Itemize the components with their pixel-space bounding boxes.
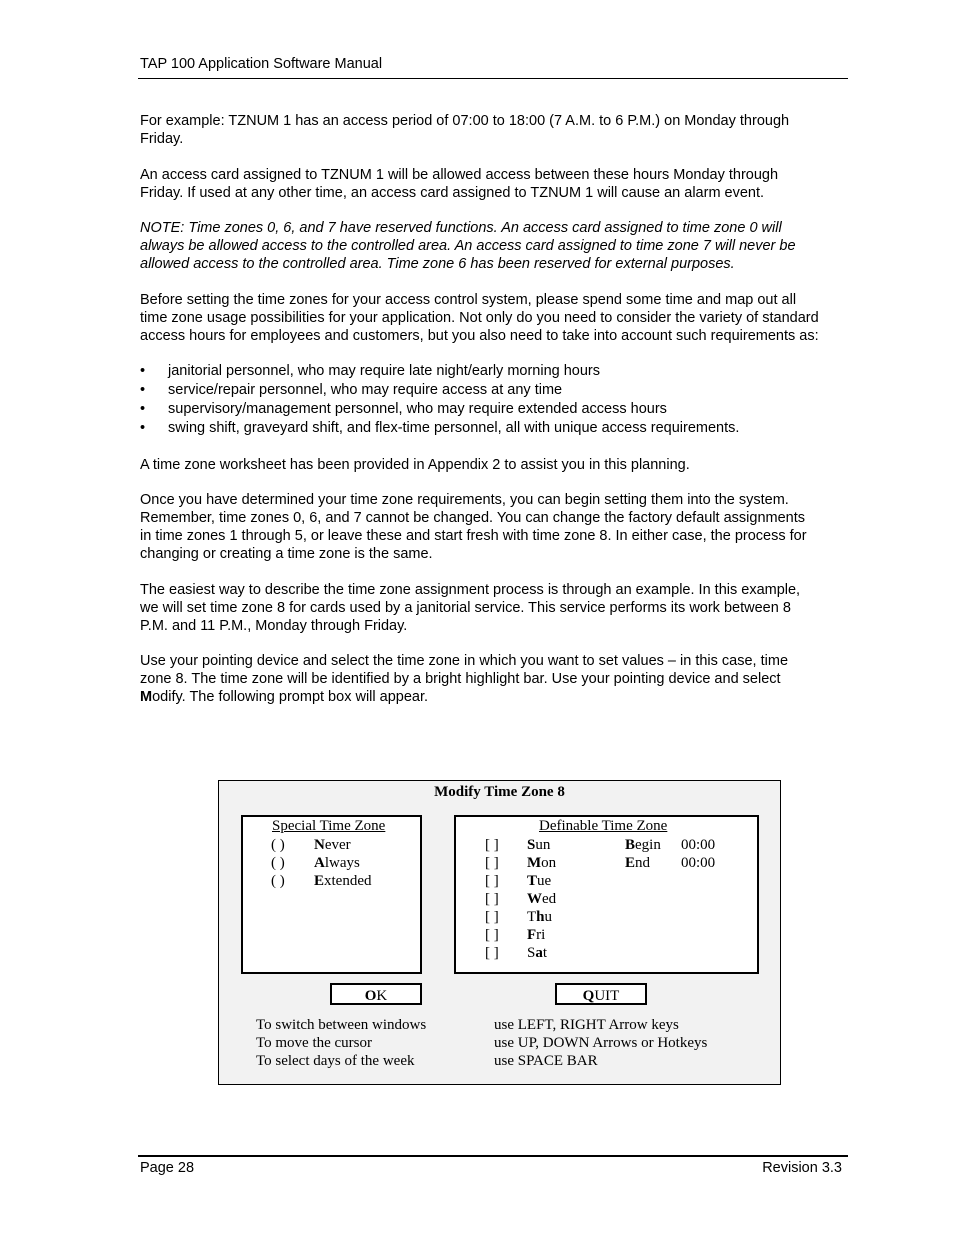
day-checkbox[interactable]: [ ]: [485, 891, 499, 907]
ok-button[interactable]: OK: [330, 983, 422, 1005]
paragraph-modify: Use your pointing device and select the time zone in which you want to set values – in this case, time zone 8. The time zone will be identified by a bright highlight bar. Use your pointing device and select Modify. The following prompt box will appear.: [140, 653, 789, 705]
bullet-icon: •: [140, 401, 146, 417]
paragraph-example: For example: TZNUM 1 has an access period of 07:00 to 18:00 (7 A.M. to 6 P.M.) on Monday through Friday.: [140, 113, 790, 147]
quit-button[interactable]: QUIT: [555, 983, 647, 1005]
body-text: [140, 112, 820, 724]
dialog-title: Modify Time Zone 8: [434, 784, 565, 800]
day-checkbox[interactable]: [ ]: [485, 945, 499, 961]
begin-time-value[interactable]: 00:00: [681, 837, 716, 853]
end-time-value[interactable]: 00:00: [681, 855, 716, 871]
running-header: TAP 100 Application Software Manual: [140, 56, 383, 72]
instruction-keys: use LEFT, RIGHT Arrow keys: [494, 1017, 679, 1033]
header-rule: [138, 78, 848, 79]
day-checkbox[interactable]: [ ]: [485, 873, 499, 889]
special-time-zone-panel[interactable]: Special Time Zone ( ) Never ( ) Always ( ) Extended: [241, 815, 422, 974]
day-checkbox[interactable]: [ ]: [485, 909, 499, 925]
paragraph-access-card: An access card assigned to TZNUM 1 will be allowed access between these hours Monday through Friday. If used at any other time, an access card assigned to TZNUM 1 will cause an alarm event.: [140, 166, 779, 201]
paragraph-requirements: Once you have determined your time zone requirements, you can begin setting them into the system. Remember, time zones 0, 6, and 7 cannot be changed. You can change the factory default assignments in time zones 1 through 5, or leave these and start fresh with time zone 8. In either case, the process for changing or creating a time zone is the same.: [140, 492, 807, 562]
paragraph-planning: Before setting the time zones for your access control system, please spend some time and map out all time zone usage possibilities for your application. Not only do you need to consider the variety of standard access hours for employees and customers, but you also need to take into account such requirements as:: [140, 291, 819, 344]
revision-label: Revision 3.3: [762, 1160, 842, 1176]
paragraph-worksheet: A time zone worksheet has been provided in Appendix 2 to assist you in this planning.: [140, 456, 690, 473]
day-checkbox[interactable]: [ ]: [485, 837, 499, 853]
list-item: • service/repair personnel, who may require access at any time: [140, 382, 563, 398]
radio-button[interactable]: ( ): [271, 873, 285, 889]
instruction-action: To select days of the week: [256, 1053, 415, 1069]
special-time-zone-heading: Special Time Zone: [272, 818, 386, 834]
instruction-action: To move the cursor: [256, 1035, 373, 1051]
bullet-icon: •: [140, 382, 146, 398]
end-label: End: [625, 855, 651, 871]
page-number: Page 28: [140, 1160, 195, 1176]
radio-button[interactable]: ( ): [271, 855, 285, 871]
requirements-list: [140, 362, 820, 438]
instruction-keys: use UP, DOWN Arrows or Hotkeys: [494, 1035, 708, 1051]
list-item: • supervisory/management personnel, who may require extended access hours: [140, 401, 667, 417]
list-item: • janitorial personnel, who may require late night/early morning hours: [140, 363, 601, 379]
note-paragraph: NOTE: Time zones 0, 6, and 7 have reserved functions. An access card assigned to time zone 0 will always be allowed access to the controlled area. An access card assigned to time zone 7 will never be allowed access to the controlled area. Time zone 6 has been reserved for external purposes.: [140, 220, 796, 272]
begin-label: Begin: [625, 837, 661, 853]
bullet-icon: •: [140, 363, 146, 379]
bullet-icon: •: [140, 420, 146, 436]
day-checkbox[interactable]: [ ]: [485, 927, 499, 943]
modify-time-zone-dialog: [218, 780, 781, 1085]
list-item: • swing shift, graveyard shift, and flex-time personnel, all with unique access requirements.: [140, 420, 740, 436]
instruction-action: To switch between windows: [256, 1017, 427, 1033]
radio-button[interactable]: ( ): [271, 837, 285, 853]
definable-time-zone-heading: Definable Time Zone: [539, 818, 668, 834]
day-checkbox[interactable]: [ ]: [485, 855, 499, 871]
instruction-keys: use SPACE BAR: [494, 1053, 598, 1069]
paragraph-example-process: The easiest way to describe the time zone assignment process is through an example. In this example, we will set time zone 8 for cards used by a janitorial service. This service performs its work between 8 P.M. and 11 P.M., Monday through Friday.: [140, 581, 801, 634]
footer-rule: [138, 1155, 848, 1157]
definable-time-zone-panel[interactable]: Definable Time Zone [ ] Sun [ ] Mon [ ] Tue [ ] Wed [ ] Thu [ ] Fri [ ] Sat Begin 00:00 End 00:00: [454, 815, 759, 974]
